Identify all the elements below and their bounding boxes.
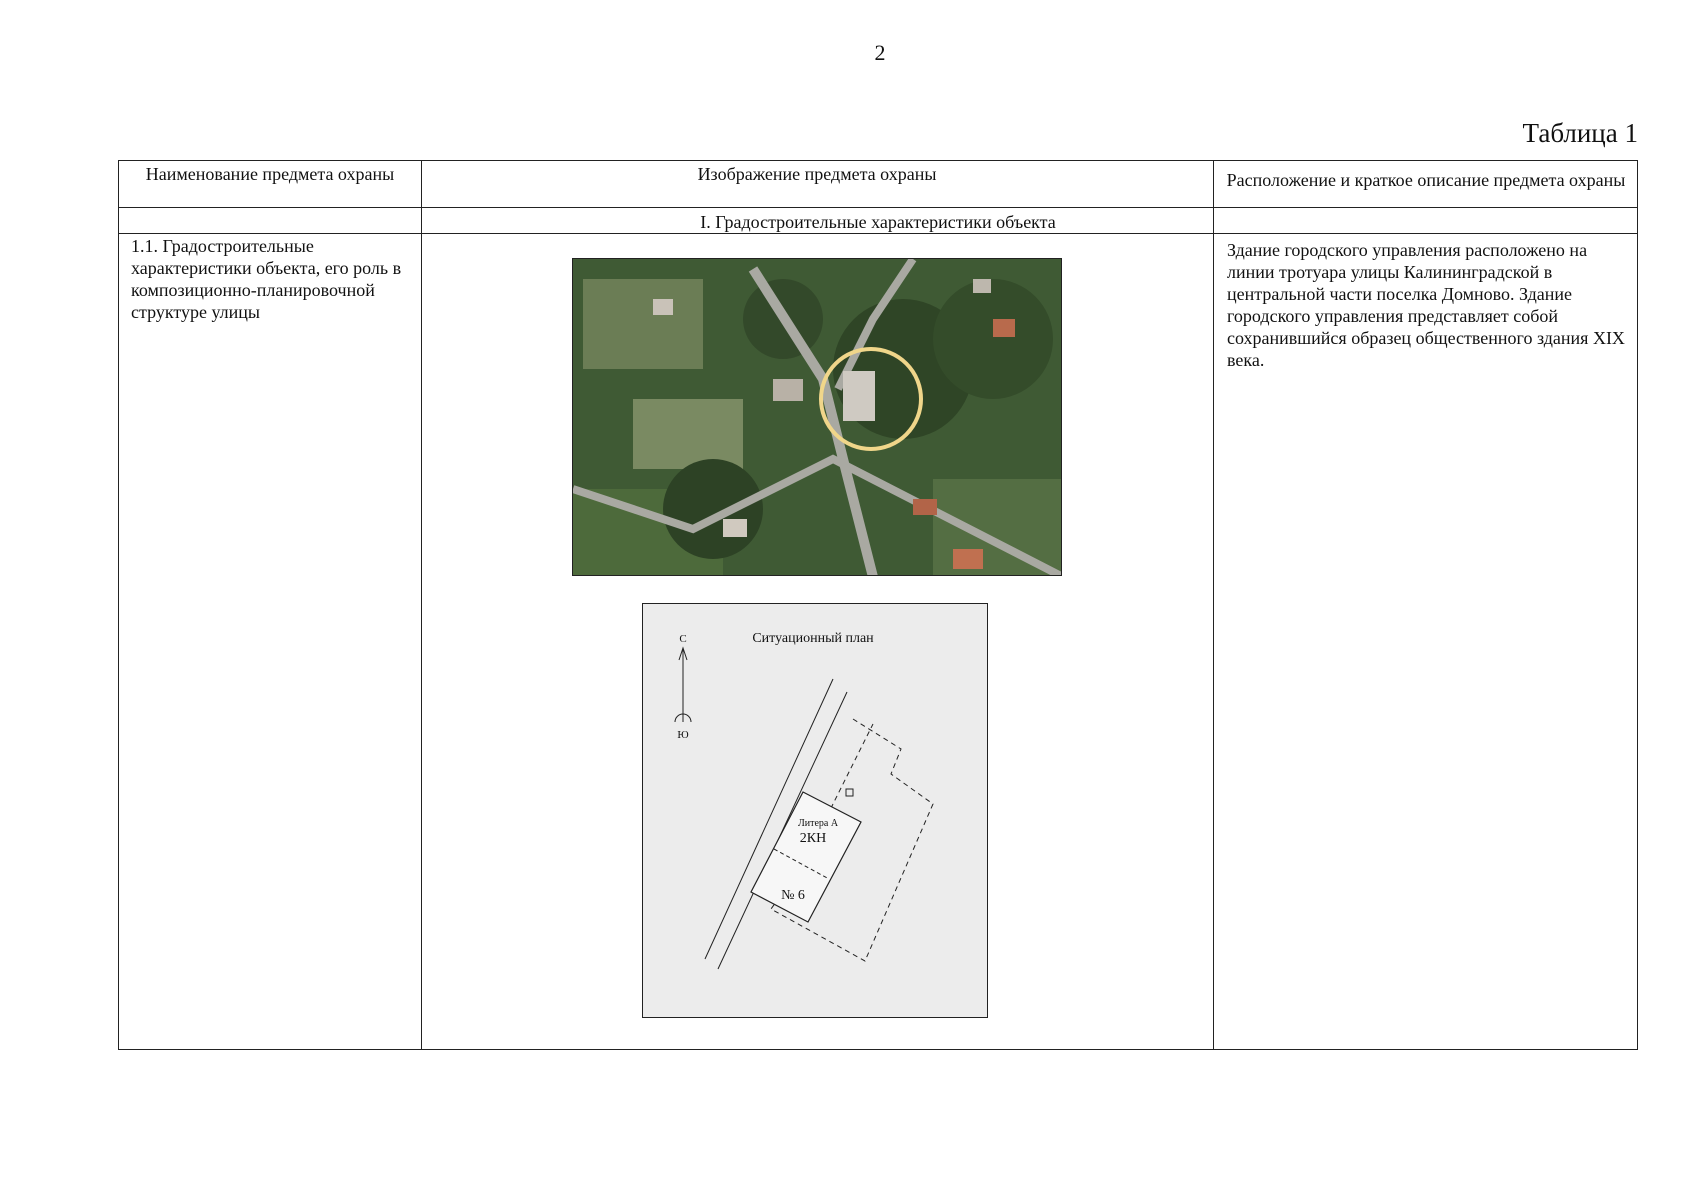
section-divider [119, 233, 1637, 234]
aerial-building-3 [993, 319, 1015, 337]
header-description: Расположение и краткое описание предмета охраны [1226, 170, 1626, 190]
aerial-building-2 [843, 371, 875, 421]
section-title: I. Градостроительные характеристики объекта [700, 212, 1056, 232]
building-number: № 6 [781, 888, 805, 903]
aerial-tree-cluster-2 [933, 279, 1053, 399]
aerial-field-2 [633, 399, 743, 469]
aerial-tree-cluster-3 [663, 459, 763, 559]
aerial-building-7 [723, 519, 747, 537]
header-divider [119, 207, 1637, 208]
aerial-building-6 [653, 299, 673, 315]
page-number: 2 [874, 40, 886, 65]
header-name: Наименование предмета охраны [145, 164, 395, 184]
aerial-building-8 [973, 279, 991, 293]
building-label: Литера А [797, 818, 839, 829]
column-divider-2 [1213, 161, 1214, 1049]
situational-plan [642, 603, 988, 1018]
aerial-building-5 [953, 549, 983, 569]
aerial-field-4 [933, 479, 1062, 576]
plan-title: Ситуационный план [752, 631, 874, 646]
aerial-field-1 [583, 279, 703, 369]
row-name-cell: 1.1. Градостроительные характеристики объекта, его роль в композиционно-планировочной структуре улицы [131, 236, 402, 322]
header-image: Изображение предмета охраны [697, 164, 937, 184]
table-label: Таблица 1 [1522, 118, 1638, 148]
north-label: С [679, 633, 687, 645]
aerial-building-4 [913, 499, 937, 515]
column-divider-1 [421, 161, 422, 1049]
aerial-building-1 [773, 379, 803, 401]
south-label: Ю [677, 729, 689, 741]
aerial-photo [572, 258, 1062, 576]
building-code: 2КН [799, 831, 827, 846]
row-description-cell: Здание городского управления расположено на линии тротуара улицы Калининградской в центральной части поселка Домново. Здание городского управления представляет собой сохранившийся образец общественного здания XIX века. [1227, 240, 1625, 370]
